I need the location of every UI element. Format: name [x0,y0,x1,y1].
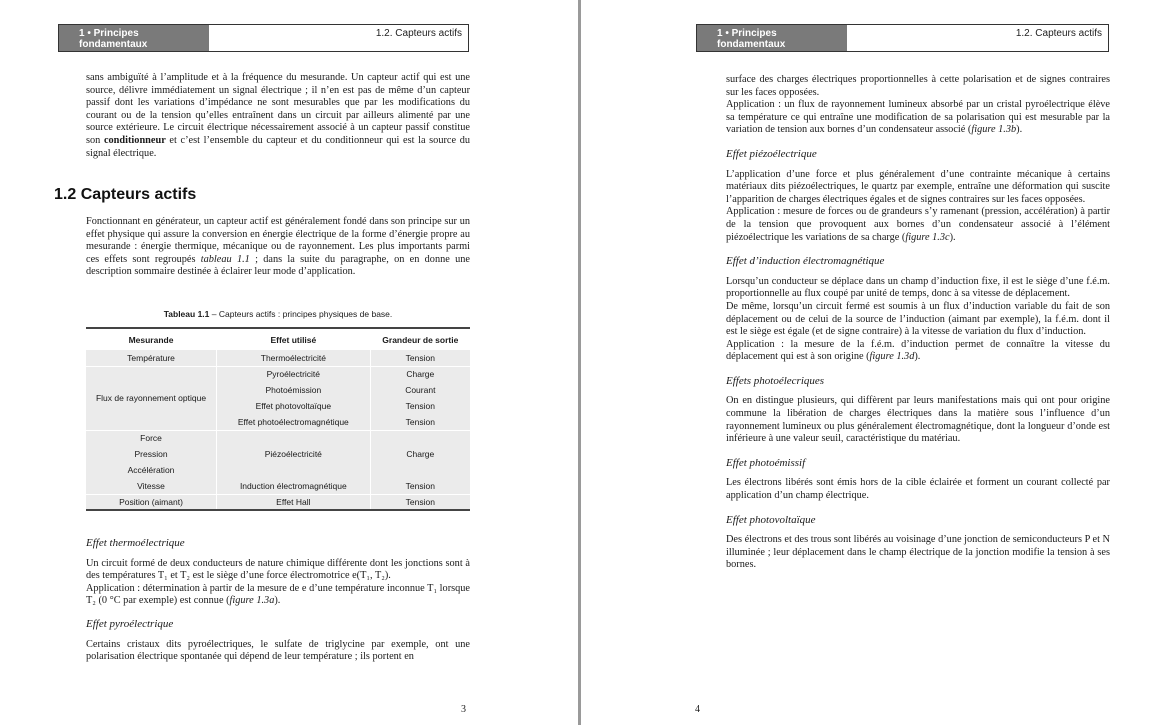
bold-term: conditionneur [103,134,166,146]
table-row: Force Piézoélectricité Charge [86,430,470,446]
page-number: 3 [461,704,466,715]
thermo-section: Effet thermoélectrique Un circuit formé de deux conducteurs de nature chimique différente dont les jonctions sont à des températures T₁ et T₂ est le siège d’une force électromotrice e(T₁, T₂). Application : détermination à partir de la mesure de e d’une température inconnue T₁ lorsque T₂ (0 °C par exemple) est connue (figure 1.3a). Effet pyroélectrique Certains cristaux dits pyroélectriques, le sulfate de triglycine par exemple, ont une polarisation électrique spontanée qui dépend de leur température ; ils portent en [86,537,470,663]
subsection-title: Effet piézoélectrique [726,147,817,160]
subsection-title: Effet d’induction électromagnétique [726,255,885,268]
subsection-title: Effets photoélecriques [726,374,825,387]
running-header [58,24,469,52]
table-caption: Tableau 1.1 – Capteurs actifs : principes physiques de base. [163,309,393,319]
left-page [0,0,578,725]
page-number: 4 [695,704,700,715]
table-row: Effet photoélectromagnétique Tension [86,414,470,430]
section-label: 1.2. Capteurs actifs [1015,28,1102,39]
table-header-row [86,328,470,350]
right-page [581,0,1157,725]
chapter-label: 1 • Principes fondamentaux [697,25,847,51]
running-header [696,24,1109,52]
subsection-title: Effet photovoltaïque [726,513,816,526]
active-sensors-table [86,327,470,511]
table-row: Flux de rayonnement optique Pyroélectricité Charge [86,366,470,382]
subsection-title: Effet photoémissif [726,456,806,469]
table-row: Accélération [127,465,175,475]
subsection-title: Effet pyroélectrique [86,617,174,630]
table-row: Vitesse Induction électromagnétique Tension [86,478,470,494]
column-header: Mesurande [128,334,174,345]
column-header: Effet utilisé [217,328,371,350]
table-row: Photoémission Courant [86,382,470,398]
table-row: Pression [134,449,168,459]
table-row: Effet photovoltaïque Tension [86,398,470,414]
chapter-label: 1 • Principes fondamentaux [59,25,209,51]
right-page-text: surface des charges électriques proportionnelles à cette polarisation et de signes contraires sur les faces opposées. Application : un flux de rayonnement lumineux absorbé par un cristal pyroélectrique élève sa température ce qui entraîne une modification de sa polarisation qui est mesurable par la variation de tension aux bornes d’un condensateur associé (figure 1.3b). Effet piézoélectrique L’application d’une force et plus généralement d’une contrainte mécanique à certains matériaux dits piézoélectriques, le quartz par exemple, entraîne une déformation qui suscite l’apparition de charges électriques égales et de signes contraires sur les faces opposées. Application : mesure de forces ou de grandeurs s’y ramenant (pression, accélération) à partir de la tension que provoquent aux bornes d’un condensateur associé à l’élément piézoélectrique les variations de sa charge (figure 1.3c). Effet d’induction électromagnétique Lorsqu’un conducteur se déplace dans un champ d’induction fixe, il est le siège d’une f.é.m. proportionnelle au flux coupé par unité de temps, donc à sa vitesse de déplacement. De même, lorsqu’un circuit fermé est soumis à un flux d’induction variable du fait de son déplacement ou de celui de la source de l’induction (aimant par exemple), la f.é.m. dont il est le siège est égale (et de signe contraire) à la vitesse de variation du flux d’induction. Application : la mesure de la f.é.m. d’induction permet de connaître la vitesse du déplacement qui est à son origine (figure 1.3d). Effets photoélecriques On en distingue plusieurs, qui diffèrent par leurs manifestations mais qui ont pour origine commune la libération de charges électriques dans la matière sous l’influence d’un rayonnement lumineux ou plus généralement électromagnétique, dont la longueur d’onde est inférieure à une valeur seuil, caractéristique du matériau. Effet photoémissif Les électrons libérés sont émis hors de la cible éclairée et forment un courant collecté par application d’un champ électrique. Effet photovoltaïque Des électrons et des trous sont libérés au voisinage d’une jonction de semiconducteurs P et N illuminée ; leur déplacement dans le champ électrique de la jonction modifie la tension à ses bornes. [726,74,1110,571]
table-row: Position (aimant) Effet Hall Tension [86,494,470,510]
subsection-title: Effet thermoélectrique [86,537,185,549]
table-row: Température Thermoélectricité Tension [86,350,470,366]
section-title: 1.2 Capteurs actifs [54,186,197,203]
section-paragraph: Fonctionnant en générateur, un capteur actif est généralement fondé dans son principe sur un effet physique qui assure la conversion en énergie électrique de la forme d’énergie propre au mesurande : énergie thermique, mécanique ou de rayonnement. Les plus importants parmi ces effets sont regroupés tableau 1.1 ; dans la suite du paragraphe, on en donne une description sommaire destinée à éclairer leur mode d’application. [86,216,470,278]
column-header: Grandeur de sortie [370,328,470,350]
intro-paragraph: sans ambiguïté à l’amplitude et à la fréquence du mesurande. Un capteur actif qui est une source, délivre immédiatement un signal électrique ; il n’en est pas de même d’un capteur passif dont les variations d’impédance ne sont mesurables que par les modifications du courant ou de la tension qu’elles entraînent dans un circuit par ailleurs alimenté par une source extérieure. Le circuit électrique nécessairement associé à un capteur passif constitue son conditionneur et c’est l’ensemble du capteur et du conditionneur qui est la source du signal électrique. [86,72,470,159]
section-label: 1.2. Capteurs actifs [375,28,462,39]
